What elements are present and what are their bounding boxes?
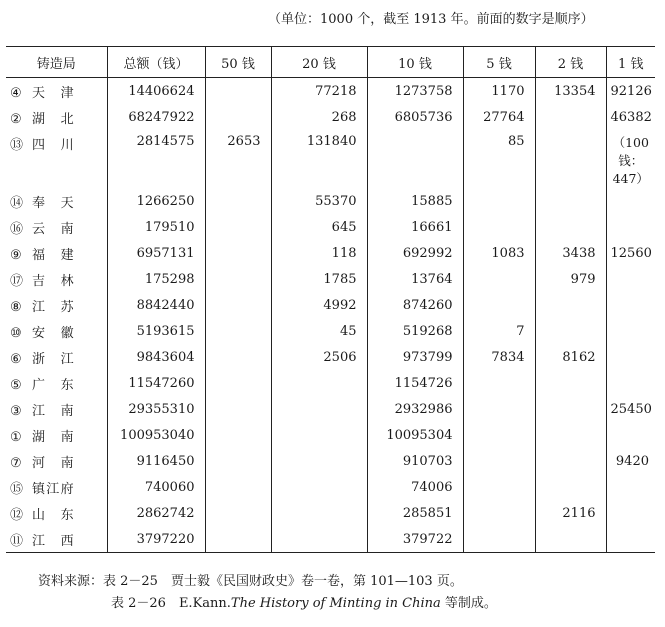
amount-10-cell: 6805736	[367, 104, 463, 130]
amount-2-cell	[535, 474, 606, 500]
amount-1-cell	[606, 266, 655, 292]
amount-2-cell: 13354	[535, 78, 606, 105]
order-number: ①	[10, 429, 22, 445]
source-line-2	[38, 593, 497, 615]
mint-cell	[6, 448, 107, 474]
amount-20-cell: 55370	[271, 188, 367, 214]
mint-cell	[6, 526, 107, 553]
order-number: ⑯	[10, 221, 24, 237]
table-row	[6, 188, 655, 214]
amount-50-cell	[205, 526, 271, 553]
column-header-20: 20 钱	[271, 47, 367, 78]
amount-10-cell: 910703	[367, 448, 463, 474]
amount-1-cell	[606, 344, 655, 370]
table-row	[6, 448, 655, 474]
mint-cell	[6, 500, 107, 526]
amount-20-cell	[271, 396, 367, 422]
total-cell: 6957131	[107, 240, 205, 266]
order-number: ⑭	[10, 195, 24, 211]
amount-5-cell	[463, 396, 535, 422]
amount-20-cell	[271, 526, 367, 553]
total-cell: 179510	[107, 214, 205, 240]
mint-name: 江 苏	[32, 299, 75, 315]
amount-5-cell	[463, 500, 535, 526]
mint-name: 浙 江	[32, 351, 75, 367]
amount-5-cell: 27764	[463, 104, 535, 130]
amount-50-cell	[205, 292, 271, 318]
amount-50-cell	[205, 474, 271, 500]
amount-20-cell: 1785	[271, 266, 367, 292]
mint-cell	[6, 78, 107, 105]
amount-50-cell	[205, 240, 271, 266]
column-header-total: 总额（钱）	[107, 47, 205, 78]
mint-cell	[6, 422, 107, 448]
amount-1-cell	[606, 474, 655, 500]
total-cell: 9843604	[107, 344, 205, 370]
amount-5-cell	[463, 370, 535, 396]
amount-20-cell: 77218	[271, 78, 367, 105]
amount-50-cell: 2653	[205, 130, 271, 188]
column-header-50: 50 钱	[205, 47, 271, 78]
total-cell: 2862742	[107, 500, 205, 526]
amount-5-cell	[463, 266, 535, 292]
order-number: ⑮	[10, 481, 24, 497]
amount-1-cell	[606, 526, 655, 553]
order-number: ②	[10, 111, 22, 127]
amount-2-cell	[535, 396, 606, 422]
amount-20-cell	[271, 422, 367, 448]
amount-10-cell: 874260	[367, 292, 463, 318]
amount-50-cell	[205, 448, 271, 474]
order-number: ④	[10, 85, 22, 101]
amount-10-cell: 973799	[367, 344, 463, 370]
minting-table	[6, 46, 655, 553]
amount-50-cell	[205, 214, 271, 240]
table-row	[6, 104, 655, 130]
amount-20-cell	[271, 500, 367, 526]
amount-10-cell: 1273758	[367, 78, 463, 105]
amount-10-cell	[367, 130, 463, 188]
mint-name: 广 东	[32, 377, 75, 393]
source-note	[38, 571, 497, 615]
amount-50-cell	[205, 500, 271, 526]
total-cell: 740060	[107, 474, 205, 500]
amount-20-cell: 645	[271, 214, 367, 240]
table-row	[6, 526, 655, 553]
mint-name: 湖 南	[32, 429, 75, 445]
amount-1-cell	[606, 214, 655, 240]
order-number: ⑦	[10, 455, 22, 471]
total-cell: 68247922	[107, 104, 205, 130]
amount-20-cell: 131840	[271, 130, 367, 188]
mint-cell	[6, 188, 107, 214]
amount-10-cell: 1154726	[367, 370, 463, 396]
amount-1-cell	[606, 422, 655, 448]
table-row	[6, 240, 655, 266]
mint-cell	[6, 130, 107, 188]
mint-cell	[6, 240, 107, 266]
total-cell: 100953040	[107, 422, 205, 448]
order-number: ⑬	[10, 138, 24, 153]
amount-5-cell	[463, 474, 535, 500]
table-row	[6, 396, 655, 422]
mint-name: 江 西	[32, 533, 75, 549]
mint-cell	[6, 318, 107, 344]
order-number: ⑧	[10, 299, 22, 315]
table-row	[6, 266, 655, 292]
amount-5-cell: 85	[463, 130, 535, 188]
total-cell: 3797220	[107, 526, 205, 553]
mint-cell	[6, 344, 107, 370]
amount-1-cell	[606, 318, 655, 344]
amount-20-cell: 268	[271, 104, 367, 130]
amount-50-cell	[205, 266, 271, 292]
amount-2-cell	[535, 422, 606, 448]
mint-name: 奉 天	[32, 195, 75, 211]
table-row	[6, 474, 655, 500]
amount-2-cell	[535, 188, 606, 214]
amount-50-cell	[205, 396, 271, 422]
order-number: ⑨	[10, 247, 22, 263]
mint-name: 山 东	[32, 507, 75, 523]
amount-20-cell	[271, 370, 367, 396]
column-header-10: 10 钱	[367, 47, 463, 78]
source-line-2-prefix: 表 2－26 E.Kann.	[111, 596, 231, 611]
mint-name: 江 南	[32, 403, 75, 419]
amount-10-cell: 16661	[367, 214, 463, 240]
table-row	[6, 292, 655, 318]
total-cell: 1266250	[107, 188, 205, 214]
total-cell: 9116450	[107, 448, 205, 474]
amount-1-cell	[606, 188, 655, 214]
table-row	[6, 318, 655, 344]
amount-50-cell	[205, 78, 271, 105]
mint-name: 镇江府	[32, 481, 75, 497]
amount-50-cell	[205, 104, 271, 130]
amount-50-cell	[205, 188, 271, 214]
amount-20-cell: 2506	[271, 344, 367, 370]
table-row	[6, 370, 655, 396]
amount-20-cell	[271, 448, 367, 474]
amount-5-cell	[463, 526, 535, 553]
amount-5-cell: 1083	[463, 240, 535, 266]
amount-1-cell	[606, 292, 655, 318]
mint-name: 天 津	[32, 85, 75, 101]
source-line-1: 资料来源：表 2－25 贾士毅《民国财政史》卷一卷，第 101—103 页。	[38, 574, 463, 589]
amount-10-cell: 379722	[367, 526, 463, 553]
table-row	[6, 130, 655, 188]
amount-2-cell: 8162	[535, 344, 606, 370]
amount-5-cell	[463, 422, 535, 448]
order-number: ⑰	[10, 273, 24, 289]
amount-20-cell	[271, 474, 367, 500]
total-cell: 2814575	[107, 130, 205, 188]
table-row	[6, 500, 655, 526]
amount-2-cell	[535, 370, 606, 396]
mint-cell	[6, 266, 107, 292]
order-number: ⑤	[10, 377, 22, 393]
amount-10-cell: 13764	[367, 266, 463, 292]
amount-2-cell	[535, 214, 606, 240]
amount-50-cell	[205, 370, 271, 396]
total-cell: 14406624	[107, 78, 205, 105]
amount-1-cell: 92126	[606, 78, 655, 105]
table-body	[6, 78, 655, 553]
amount-5-cell	[463, 214, 535, 240]
column-header-mint: 铸造局	[6, 47, 107, 78]
amount-5-cell	[463, 292, 535, 318]
mint-cell	[6, 370, 107, 396]
total-cell: 175298	[107, 266, 205, 292]
amount-20-cell: 45	[271, 318, 367, 344]
source-line-2-suffix: 等制成。	[440, 596, 497, 611]
mint-name: 河 南	[32, 455, 75, 471]
amount-1-cell: 25450	[606, 396, 655, 422]
amount-10-cell: 10095304	[367, 422, 463, 448]
order-number: ③	[10, 403, 22, 419]
amount-1-cell: （100 钱：447）	[606, 130, 655, 188]
amount-50-cell	[205, 318, 271, 344]
table-header-row	[6, 47, 655, 78]
column-header-2: 2 钱	[535, 47, 606, 78]
amount-2-cell	[535, 104, 606, 130]
amount-2-cell	[535, 448, 606, 474]
amount-1-cell: 12560	[606, 240, 655, 266]
order-number: ⑪	[10, 533, 24, 549]
mint-cell	[6, 474, 107, 500]
amount-2-cell: 2116	[535, 500, 606, 526]
mint-cell	[6, 214, 107, 240]
mint-name: 云 南	[32, 221, 75, 237]
amount-1-cell	[606, 500, 655, 526]
amount-10-cell: 15885	[367, 188, 463, 214]
mint-name: 吉 林	[32, 273, 75, 289]
amount-10-cell: 285851	[367, 500, 463, 526]
unit-note: （单位：1000 个，截至 1913 年。前面的数字是顺序）	[268, 12, 594, 27]
mint-name: 四 川	[32, 138, 75, 153]
amount-50-cell	[205, 422, 271, 448]
amount-5-cell: 1170	[463, 78, 535, 105]
amount-5-cell	[463, 448, 535, 474]
amount-1-cell: 46382	[606, 104, 655, 130]
amount-1-cell	[606, 370, 655, 396]
total-cell: 5193615	[107, 318, 205, 344]
amount-5-cell: 7	[463, 318, 535, 344]
total-cell: 29355310	[107, 396, 205, 422]
total-cell: 8842440	[107, 292, 205, 318]
table-row	[6, 78, 655, 105]
table-row	[6, 344, 655, 370]
amount-2-cell	[535, 130, 606, 188]
amount-2-cell	[535, 526, 606, 553]
amount-10-cell: 692992	[367, 240, 463, 266]
column-header-5: 5 钱	[463, 47, 535, 78]
amount-20-cell: 4992	[271, 292, 367, 318]
mint-name: 湖 北	[32, 111, 75, 127]
table-row	[6, 214, 655, 240]
amount-20-cell: 118	[271, 240, 367, 266]
table-row	[6, 422, 655, 448]
amount-50-cell	[205, 344, 271, 370]
amount-10-cell: 519268	[367, 318, 463, 344]
amount-5-cell	[463, 188, 535, 214]
mint-cell	[6, 292, 107, 318]
order-number: ⑫	[10, 507, 24, 523]
amount-2-cell: 979	[535, 266, 606, 292]
mint-cell	[6, 396, 107, 422]
amount-10-cell: 74006	[367, 474, 463, 500]
mint-name: 福 建	[32, 247, 75, 263]
column-header-1: 1 钱	[606, 47, 655, 78]
total-cell: 11547260	[107, 370, 205, 396]
source-book-title: The History of Minting in China	[230, 596, 441, 611]
amount-10-cell: 2932986	[367, 396, 463, 422]
order-number: ⑩	[10, 325, 22, 341]
amount-2-cell	[535, 318, 606, 344]
mint-name: 安 徽	[32, 325, 75, 341]
amount-2-cell: 3438	[535, 240, 606, 266]
order-number: ⑥	[10, 351, 22, 367]
mint-cell	[6, 104, 107, 130]
amount-1-cell: 9420	[606, 448, 655, 474]
amount-2-cell	[535, 292, 606, 318]
amount-5-cell: 7834	[463, 344, 535, 370]
